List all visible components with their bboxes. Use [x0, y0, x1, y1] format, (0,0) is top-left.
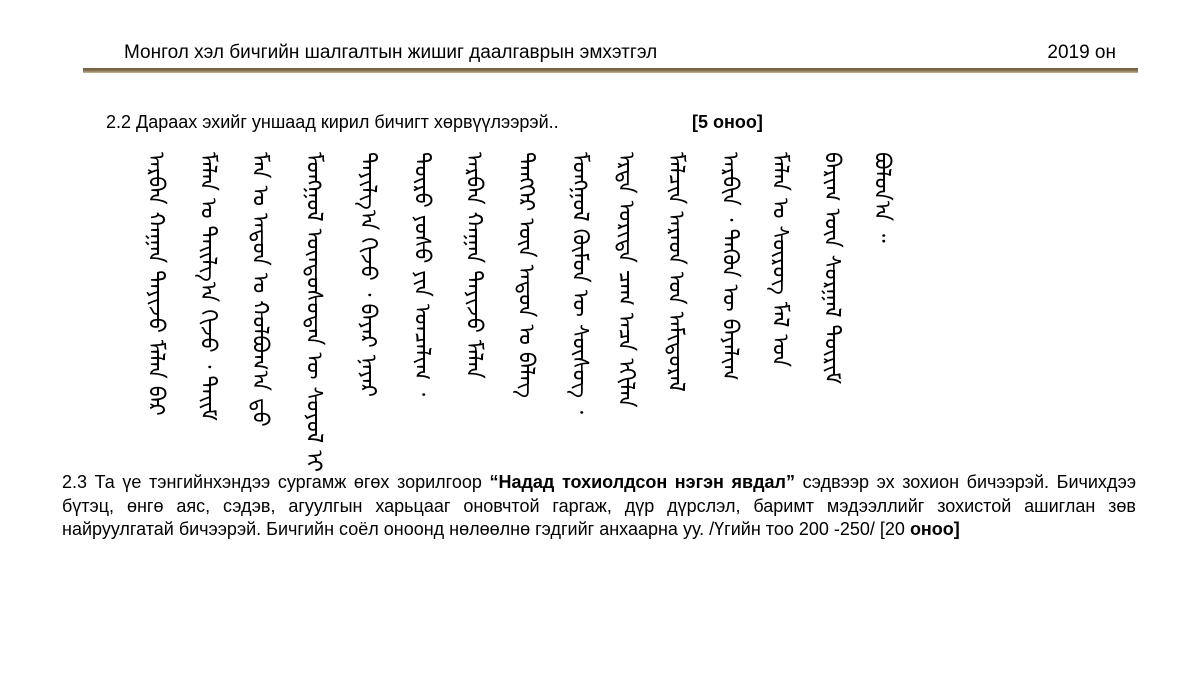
task-2-3-topic: “Надад тохиолдсон нэгэн явдал”	[489, 472, 795, 492]
mongolian-column	[764, 152, 794, 367]
task-2-2	[106, 109, 1006, 135]
mongolian-column-text: ᠠᠷᠪᠢᠨ ᠂ ᠲᠡᠭᠦᠨ ᠦ ᠪᠠᠶᠠᠯᠢᠭ	[717, 152, 742, 381]
task-2-3-prefix: 2.3 Та үе тэнгийнхэндээ сургамж өгөх зорилгоор	[62, 472, 490, 492]
mongolian-column-text: ᠡᠷᠲᠡ ᠤᠷᠢᠳᠠ ᠴᠠᠭ ᠠᠴᠠ ᠡᠬᠢᠯᠡᠨ	[613, 152, 638, 408]
mongolian-column-text: ᠲᠡᠩᠭᠡᠷ ᠦᠨ ᠠᠳᠤᠨ ᠤ ᠪᠡᠯᠡᠭ	[513, 152, 538, 399]
header-divider	[83, 68, 1138, 73]
mongolian-column-text: ᠪᠠᠷᠢᠭ ᠦᠨ ᠰᠤᠷᠭᠠᠯ ᠳᠦᠷᠢᠮ	[819, 152, 844, 385]
mongolian-column	[660, 152, 690, 392]
mongolian-column-text: ᠮᠠᠯᠠᠨ ᠤ ᠰᠦᠷᠦᠭ ᠮᠠᠯ ᠤᠨ	[767, 152, 792, 368]
mongolian-column	[458, 152, 488, 379]
mongolian-column	[816, 152, 846, 384]
mongolian-column	[140, 152, 170, 416]
mongolian-column-text: ᠠᠷᠪᠠᠨ ᠬᠠᠭᠠᠨ ᠲᠠᠶᠢᠵᠤ ᠮᠠᠯᠠᠨ	[461, 152, 486, 379]
mongolian-script-passage	[140, 148, 900, 472]
task-2-3-body: сэдвээр эх зохион бичээрэй. Бичихдээ бүтэц, өнгө аяс, сэдэв, агуулгын харьцааг оновчтой гаргаж, дүр дүрслэл, баримт мэдээллийг зохистой ашиглан зөв найруулгатай бичээрэй. Бичгийн соёл оноонд нөлөөлнө гэдгийг анхаарна уу. /Үгийн тоо 200 -250/	[62, 472, 1137, 539]
mongolian-column-text: ᠮᠠᠨ ᠤ ᠠᠳᠤᠨ ᠤ ᠬᠣᠯᠪᠤᠭ᠎ᠠ ᠳ᠋ᠦ	[247, 152, 272, 427]
mongolian-column	[510, 152, 540, 398]
mongolian-column-text: ᠮᠣᠩᠭᠣᠯ ᠦᠨᠳᠦᠰᠦᠲᠡᠨ ᠦ ᠰᠤᠶᠤᠯ ᠢ	[301, 152, 326, 472]
task-2-2-instruction: 2.2 Дараах эхийг уншаад кирил бичигт хөрвүүлээрэй..	[106, 112, 559, 132]
mongolian-column	[244, 152, 274, 427]
mongolian-column-text: ᠲᠦᠷᠦ ᠶᠣᠰᠤ ᠶᠢᠨ ᠣᠨᠴᠠᠯᠢᠭ ᠂	[409, 152, 434, 397]
mongolian-column-text: ᠪᠣᠯᠤᠨ᠎ᠠ ᠃	[869, 152, 894, 243]
mongolian-column-text: ᠮᠣᠩᠭᠣᠯ ᠬᠦᠮᠦᠨ ᠦ ᠰᠦᠰᠦᠭ ᠂	[567, 152, 592, 414]
task-2-3-points-open: [20	[879, 519, 910, 539]
task-2-3-points-word: оноо	[909, 519, 954, 539]
mongolian-column	[610, 152, 640, 408]
mongolian-column	[352, 152, 382, 397]
task-2-3-points-close: ]	[953, 519, 960, 539]
header-year: 2019 он	[1047, 42, 1116, 63]
mongolian-column	[298, 152, 328, 472]
mongolian-column-text: ᠠᠷᠪᠠᠨ ᠬᠠᠭᠠᠨ ᠲᠠᠶᠢᠵᠤ ᠮᠠᠯᠠᠨ ᠪᠡᠷ	[143, 152, 168, 416]
header-title: Монгол хэл бичгийн шалгалтын жишиг даалгаврын эмхэтгэл	[124, 42, 658, 63]
mongolian-column	[866, 152, 896, 243]
mongolian-column	[564, 152, 594, 414]
mongolian-column-text: ᠲᠠᠶᠢᠯᠭ᠎ᠠ ᠬᠢᠵᠦ ᠂ ᠪᠠᠶᠠᠷ ᠨᠠᠶᠠᠷ	[355, 152, 380, 398]
mongolian-column	[714, 152, 744, 381]
task-2-2-points: [5 оноо]	[692, 112, 763, 132]
mongolian-column	[192, 152, 222, 421]
mongolian-column-text: ᠮᠠᠯᠠᠨ ᠤ ᠲᠠᠢᠯᠭ᠎ᠠ ᠬᠢᠵᠦ ᠂ ᠲᠠᠢᠮ	[195, 152, 220, 421]
mongolian-column-text: ᠮᠠᠯᠴᠢᠨ ᠠᠷᠠᠳ ᠤᠨ ᠠᠮᠢᠳᠤᠷᠠᠯ	[663, 152, 688, 392]
page-header	[124, 40, 1116, 66]
mongolian-column	[406, 152, 436, 396]
task-2-3	[62, 471, 1136, 542]
